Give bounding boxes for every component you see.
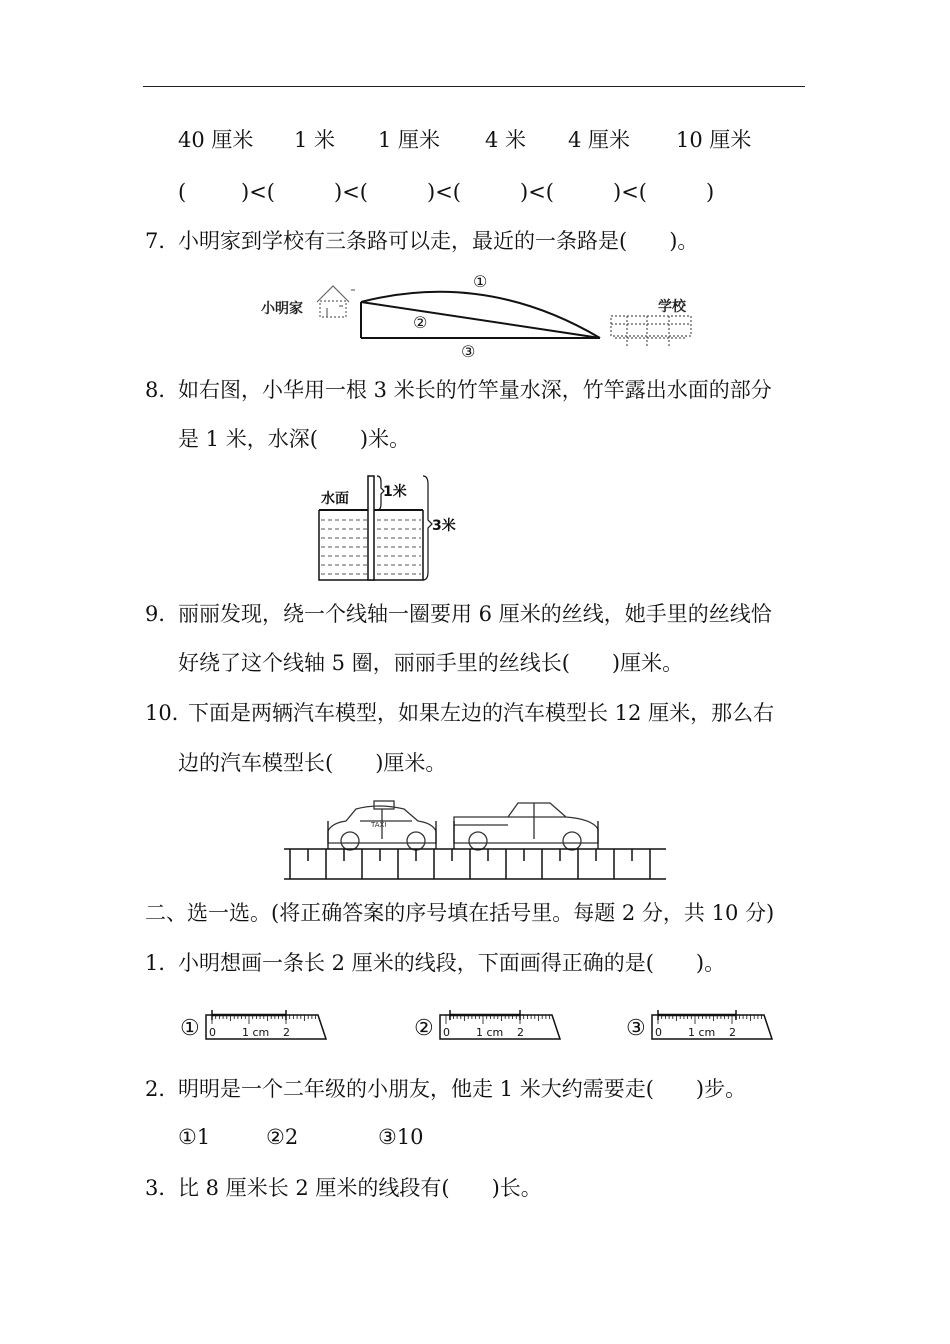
s2q3-number: 3． xyxy=(145,1176,180,1200)
paren: )<( xyxy=(613,180,647,204)
q6-length-item: 1 厘米 xyxy=(378,128,441,152)
route-label-3: ③ xyxy=(461,342,476,360)
ruler-tick-label: 1 cm xyxy=(688,1026,716,1039)
s2q1-options xyxy=(0,1003,950,1053)
ruler-icon xyxy=(650,1009,776,1049)
q10-line2: 边的汽车模型长( )厘米。 xyxy=(178,751,447,775)
q7-text: 小明家到学校有三条路可以走，最近的一条路是( )。 xyxy=(178,229,699,253)
house-icon xyxy=(317,286,355,317)
s2q2-option-2[interactable]: ②2 xyxy=(266,1125,299,1149)
q10-cars-figure xyxy=(282,795,668,885)
school-label: 学校 xyxy=(658,299,686,315)
q6-length-item: 40 厘米 xyxy=(178,128,254,152)
q8-line1: 如右图，小华用一根 3 米长的竹竿量水深，竹竿露出水面的部分 xyxy=(178,378,772,402)
ruler-tick-label: 0 xyxy=(655,1026,662,1039)
q6-compare-row xyxy=(0,180,950,206)
ruler-tick-label: 2 xyxy=(283,1026,290,1039)
q9-line1: 丽丽发现，绕一个线轴一圈要用 6 厘米的丝线，她手里的丝线恰 xyxy=(178,602,772,626)
ruler-icon xyxy=(438,1009,564,1049)
q7-number: 7． xyxy=(145,229,180,253)
ruler-tick-label: 1 cm xyxy=(242,1026,270,1039)
section2-heading: 二、选一选。(将正确答案的序号填在括号里。每题 2 分，共 10 分) xyxy=(145,901,775,925)
q6-lengths-row xyxy=(0,128,950,154)
ruler-tick-label: 0 xyxy=(443,1026,450,1039)
paren: )<( xyxy=(334,180,368,204)
s2q2-option-3[interactable]: ③10 xyxy=(378,1125,424,1149)
paren: )<( xyxy=(520,180,554,204)
option-mark: ③ xyxy=(626,1016,646,1041)
s2q1-option-2[interactable] xyxy=(414,1003,564,1051)
option-mark: ① xyxy=(180,1016,200,1041)
q8-line2: 是 1 米，水深( )米。 xyxy=(178,427,411,451)
paren: )<( xyxy=(241,180,275,204)
s2q2-number: 2． xyxy=(145,1077,180,1101)
q10-line1: 下面是两辆汽车模型，如果左边的汽车模型长 12 厘米，那么右 xyxy=(188,701,775,725)
s2q1-number: 1． xyxy=(145,951,180,975)
s2q1-text: 小明想画一条长 2 厘米的线段，下面画得正确的是( )。 xyxy=(178,951,726,975)
q6-length-item: 4 厘米 xyxy=(568,128,631,152)
s2q1-option-3[interactable] xyxy=(626,1003,776,1051)
ruler-tick-label: 2 xyxy=(517,1026,524,1039)
q9-number: 9． xyxy=(145,602,180,626)
paren: ) xyxy=(706,180,715,204)
route-label-1: ① xyxy=(473,272,488,291)
s2q1-option-1[interactable] xyxy=(180,1003,330,1051)
q6-length-item: 10 厘米 xyxy=(676,128,752,152)
ruler-ticks xyxy=(290,849,650,879)
ruler-tick-label: 2 xyxy=(729,1026,736,1039)
q6-length-item: 4 米 xyxy=(485,128,527,152)
pickup-car-icon xyxy=(454,803,598,850)
q8-number: 8． xyxy=(145,378,180,402)
label-1m: 1米 xyxy=(383,484,407,500)
taxi-sign: TAXI xyxy=(371,821,387,829)
bamboo-pole xyxy=(368,476,374,580)
route-1-arc xyxy=(361,292,600,338)
top-rule xyxy=(143,86,805,87)
route-label-2: ② xyxy=(413,313,428,332)
paren: )<( xyxy=(427,180,461,204)
paren: ( xyxy=(178,180,187,204)
q9-line2: 好绕了这个线轴 5 圈，丽丽手里的丝线长( )厘米。 xyxy=(178,651,684,675)
label-3m: 3米 xyxy=(432,518,456,534)
school-icon xyxy=(611,316,691,348)
q10-number: 10． xyxy=(145,701,193,725)
q7-routes-figure xyxy=(255,268,725,360)
ruler xyxy=(284,849,666,879)
s2q2-text: 明明是一个二年级的小朋友，他走 1 米大约需要走( )步。 xyxy=(178,1077,747,1101)
ruler-tick-label: 1 cm xyxy=(476,1026,504,1039)
s2q2-option-1[interactable]: ①1 xyxy=(178,1125,211,1149)
water-surface-label: 水面 xyxy=(321,491,349,507)
option-mark: ② xyxy=(414,1016,434,1041)
home-label: 小明家 xyxy=(261,301,303,317)
ruler-icon xyxy=(204,1009,330,1049)
ruler-tick-label: 0 xyxy=(209,1026,216,1039)
q8-pole-figure xyxy=(315,474,465,584)
s2q3-text: 比 8 厘米长 2 厘米的线段有( )长。 xyxy=(178,1176,542,1200)
q6-length-item: 1 米 xyxy=(294,128,336,152)
brace-3m xyxy=(423,476,432,580)
